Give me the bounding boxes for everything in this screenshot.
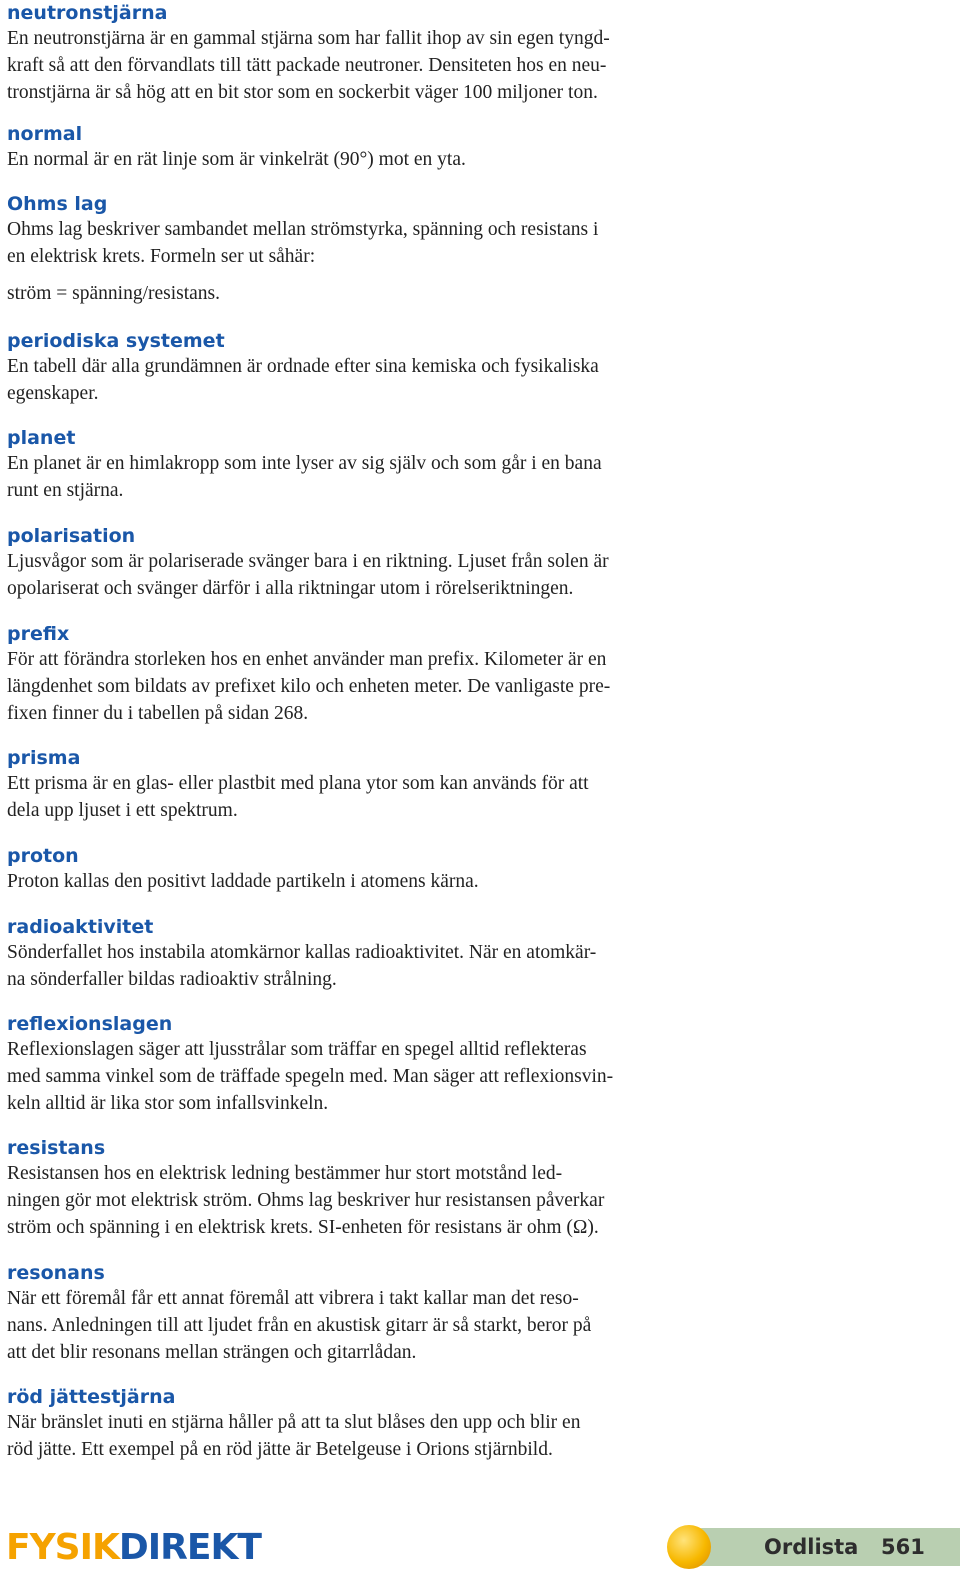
page-number: 561 (881, 1535, 925, 1559)
definition-line: nans. Anledningen till att ljudet från en akustisk gitarr är så starkt, beror på (7, 1314, 592, 1336)
definition-line: runt en stjärna. (7, 479, 124, 501)
definition-line: En neutronstjärna är en gammal stjärna som har fallit ihop av sin egen tyngd- (7, 28, 610, 49)
glossary-entry-ohms-lag (7, 191, 687, 307)
definition-line: En tabell där alla grundämnen är ordnade efter sina kemiska och fysikaliska (7, 356, 599, 377)
definition-line: tronstjärna är så hög att en bit stor som en sockerbit väger 100 miljoner ton. (7, 81, 598, 103)
term-heading: polarisation (7, 525, 136, 547)
definition-line: När ett föremål får ett annat föremål att vibrera i takt kallar man det reso- (7, 1288, 579, 1309)
definition-line: dela upp ljuset i ett spektrum. (7, 799, 238, 821)
definition-line: ningen gör mot elektrisk ström. Ohms lag beskriver hur resistansen påverkar (7, 1189, 605, 1211)
brand-logo-part2: DIREKT (118, 1527, 261, 1568)
brand-logo (6, 1528, 261, 1568)
definition-line: Ljusvågor som är polariserade svänger bara i en riktning. Ljuset från solen är (7, 551, 609, 572)
circle-icon (667, 1525, 711, 1569)
definition-line: Proton kallas den positivt laddade partikeln i atomens kärna. (7, 871, 479, 892)
term-heading: resonans (7, 1262, 105, 1284)
glossary-entry-neutronstjarna (7, 0, 687, 106)
definition-line: en elektrisk krets. Formeln ser ut såhär: (7, 245, 316, 267)
glossary-entry-normal (7, 121, 687, 174)
definition-line: Reflexionslagen säger att ljusstrålar som träffar en spegel alltid reflekteras (7, 1039, 587, 1060)
glossary-entry-resonans (7, 1260, 687, 1366)
glossary-entry-prisma (7, 745, 687, 825)
glossary-entry-rod-jattestjarna (7, 1384, 687, 1464)
definition-line: kraft så att den förvandlats till tätt packade neutroner. Densiteten hos en neu- (7, 54, 607, 76)
glossary-entry-reflexionslagen (7, 1011, 687, 1117)
term-heading: normal (7, 123, 83, 145)
term-heading: proton (7, 845, 79, 867)
glossary-entry-polarisation (7, 523, 687, 603)
definition-line: När bränslet inuti en stjärna håller på att ta slut blåses den upp och blir en (7, 1412, 581, 1433)
definition-line: Resistansen hos en elektrisk ledning bestämmer hur stort motstånd led- (7, 1163, 563, 1184)
glossary-entry-planet (7, 425, 687, 505)
term-heading: planet (7, 427, 76, 449)
term-heading: röd jättestjärna (7, 1386, 176, 1408)
definition-line: En planet är en himlakropp som inte lyser av sig själv och som går i en bana (7, 453, 602, 474)
section-label: Ordlista (764, 1535, 859, 1559)
definition-line: fixen finner du i tabellen på sidan 268. (7, 702, 309, 724)
glossary-entry-radioaktivitet (7, 914, 687, 994)
definition-line: längdenhet som bildats av prefixet kilo och enheten meter. De vanligaste pre- (7, 675, 611, 697)
term-heading: reflexionslagen (7, 1013, 173, 1035)
definition-line: För att förändra storleken hos en enhet använder man prefix. Kilometer är en (7, 649, 607, 670)
definition-line: att det blir resonans mellan strängen och gitarrlådan. (7, 1341, 417, 1363)
section-tag (683, 1528, 960, 1566)
definition-line: Sönderfallet hos instabila atomkärnor kallas radioaktivitet. När en atomkär- (7, 942, 597, 963)
brand-logo-part1: FYSIK (6, 1527, 119, 1568)
formula-line: ström = spänning/resistans. (7, 282, 221, 304)
glossary-entry-resistans (7, 1135, 687, 1241)
definition-line: keln alltid är lika stor som infallsvinkeln. (7, 1092, 329, 1114)
term-heading: prisma (7, 747, 81, 769)
definition-line: Ett prisma är en glas- eller plastbit med plana ytor som kan används för att (7, 773, 589, 794)
term-heading: radioaktivitet (7, 916, 154, 938)
glossary-entry-proton (7, 843, 687, 896)
term-heading: neutronstjärna (7, 2, 168, 24)
definition-line: opolariserat och svänger därför i alla riktningar utom i rörelseriktningen. (7, 577, 574, 599)
definition-line: röd jätte. Ett exempel på en röd jätte är Betelgeuse i Orions stjärnbild. (7, 1438, 553, 1460)
page-footer (0, 1516, 960, 1586)
term-heading: Ohms lag (7, 193, 108, 215)
definition-line: En normal är en rät linje som är vinkelrät (90°) mot en yta. (7, 149, 466, 170)
definition-line: Ohms lag beskriver sambandet mellan strömstyrka, spänning och resistans i (7, 219, 599, 240)
term-heading: resistans (7, 1137, 106, 1159)
definition-line: egenskaper. (7, 382, 99, 404)
glossary-entry-periodiska-systemet (7, 328, 687, 408)
definition-line: na sönderfaller bildas radioaktiv strålning. (7, 968, 337, 990)
definition-line: med samma vinkel som de träffade spegeln med. Man säger att reflexionsvin- (7, 1065, 614, 1087)
definition-line: ström och spänning i en elektrisk krets. SI-enheten för resistans är ohm (Ω). (7, 1216, 599, 1238)
term-heading: prefix (7, 623, 70, 645)
glossary-entry-prefix (7, 621, 687, 727)
term-heading: periodiska systemet (7, 330, 225, 352)
